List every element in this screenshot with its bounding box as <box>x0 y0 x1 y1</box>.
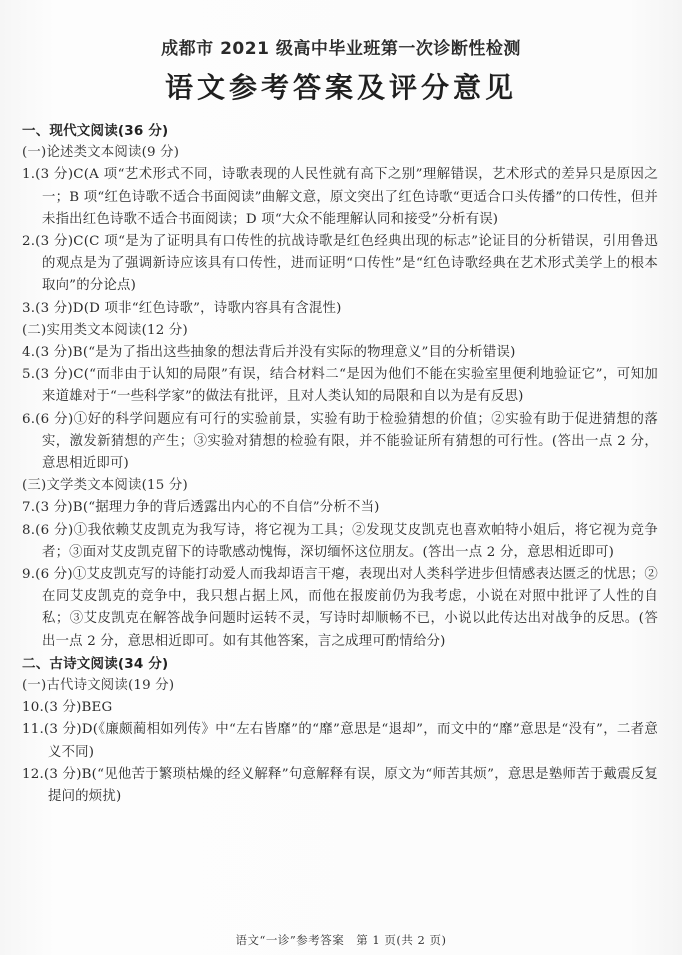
subsection-heading-ancient-prose: (一)古代诗文阅读(19 分) <box>22 678 175 694</box>
answer-content <box>22 120 658 808</box>
page-footer: 语文“一诊”参考答案 第 1 页(共 2 页) <box>235 933 447 947</box>
exam-subtitle: 成都市 2021 级高中毕业班第一次诊断性检测 <box>161 39 521 59</box>
section-heading-modern-reading: 一、现代文阅读(36 分) <box>22 123 169 139</box>
subsection-heading-argumentative: (一)论述类文本阅读(9 分) <box>22 145 180 161</box>
answer-item-8: 8.(6 分)①我依赖艾皮凯克为我写诗，将它视为工具；②发现艾皮凯克也喜欢帕特小姐后，将它视为竞争者；③面对艾皮凯克留下的诗歌感动愧悔，深切缅怀这位朋友。(答出一点 2 分，意思相近即可) <box>22 522 658 560</box>
answer-item-2: 2.(3 分)C(C 项“是为了证明具有口传性的抗战诗歌是红色经典出现的标志”论证目的分析错误，引用鲁迅的观点是为了强调新诗应该具有口传性，进而证明“口传性”是“红色诗歌经典在艺术形式美学上的根本取向”的分论点) <box>22 234 658 294</box>
answer-item-5: 5.(3 分)C(“而非由于认知的局限”有误，结合材料二“是因为他们不能在实验室里便利地验证它”，可知加来道雄对于“一些科学家”的做法有批评，且对人类认知的局限和自以为是有反思) <box>22 367 658 405</box>
page-title: 语文参考答案及评分意见 <box>164 71 517 104</box>
answer-item-1: 1.(3 分)C(A 项“艺术形式不同，诗歌表现的人民性就有高下之别”理解错误，艺术形式的差异只是原因之一；B 项“红色诗歌不适合书面阅读”曲解文意，原文突出了红色诗歌“更适合口头传播”的口传性，但并未指出红色诗歌不适合书面阅读；D 项“大众不能理解认同和接受”分析有误) <box>22 167 658 227</box>
answer-item-12: 12.(3 分)B(“见他苦于繁琐枯燥的经义解释”句意解释有误，原文为“师苦其烦”，意思是塾师苦于戴震反复提问的烦扰) <box>22 766 658 805</box>
answer-item-4: 4.(3 分)B(“是为了指出这些抽象的想法背后并没有实际的物理意义”目的分析错误) <box>22 345 516 361</box>
section-heading-classical-reading: 二、古诗文阅读(34 分) <box>22 655 169 672</box>
answer-item-7: 7.(3 分)B(“据理力争的背后透露出内心的不自信”分析不当) <box>22 500 380 516</box>
answer-item-9: 9.(6 分)①艾皮凯克写的诗能打动爱人而我却语言干瘪，表现出对人类科学进步但情感表达匮乏的忧思；②在同艾皮凯克的竞争中，我只想占据上风，而他在报废前仍为我考虑，小说在对照中批评了人性的自私；③艾皮凯克在解答战争问题时运转不灵，写诗时却顺畅不已，小说以此传达出对战争的反思。(答出一点 2 分，意思相近即可。如有其他答案，言之成理可酌情给分) <box>22 567 658 649</box>
subsection-heading-practical: (二)实用类文本阅读(12 分) <box>22 322 188 338</box>
answer-item-10: 10.(3 分)BEG <box>22 700 113 716</box>
answer-item-6: 6.(6 分)①好的科学问题应有可行的实验前景，实验有助于检验猜想的价值；②实验有助于促进猜想的落实，激发新猜想的产生；③实验对猜想的检验有限，并不能验证所有猜想的可行性。(答出一点 2 分，意思相近即可) <box>22 411 658 472</box>
answer-item-3: 3.(3 分)D(D 项非“红色诗歌”，诗歌内容具有含混性) <box>22 300 342 316</box>
answer-item-11: 11.(3 分)D(《廉颇蔺相如列传》中“左右皆靡”的“靡”意思是“退却”，而文中的“靡”意思是“没有”，二者意义不同) <box>22 722 658 760</box>
subsection-heading-literary: (三)文学类文本阅读(15 分) <box>22 478 188 494</box>
